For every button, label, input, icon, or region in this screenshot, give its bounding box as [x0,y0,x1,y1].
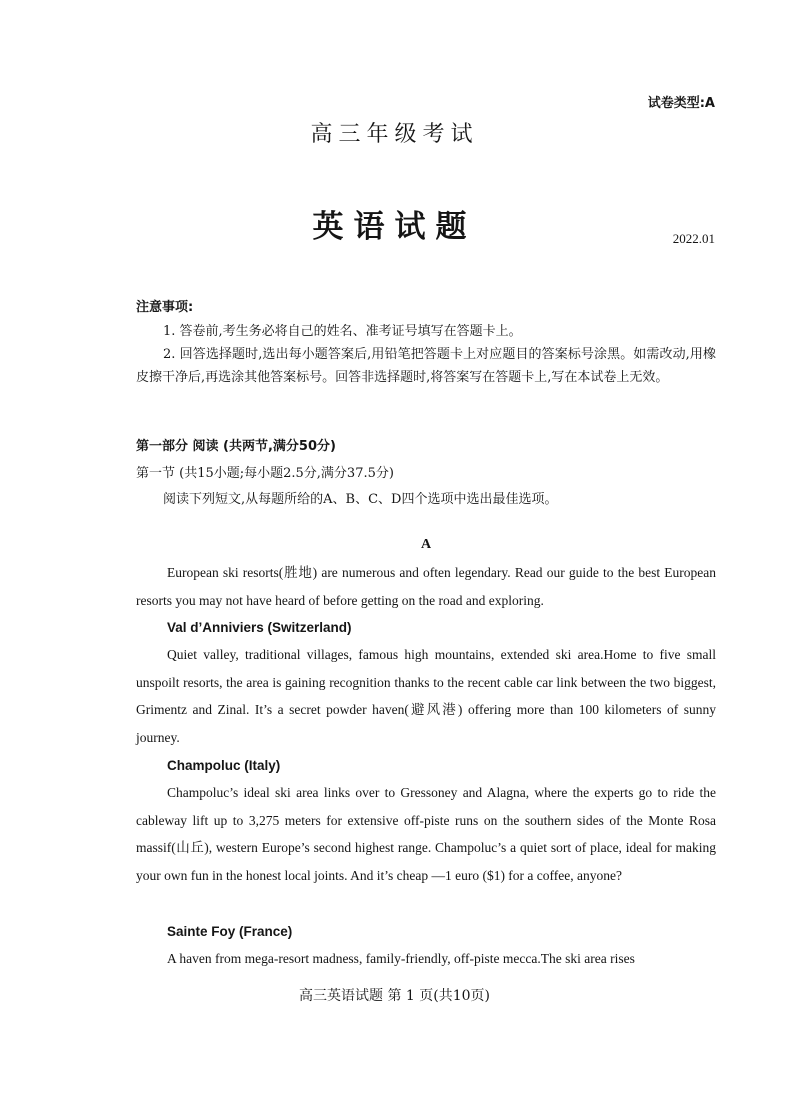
section-heading: 第一节 (共15小题;每小题2.5分,满分37.5分) [136,466,394,481]
notes-item-2: 2. 回答选择题时,选出每小题答案后,用铅笔把答题卡上对应题目的答案标号涂黑。如需改动,用橡皮擦干净后,再选涂其他答案标号。回答非选择题时,将答案写在答题卡上,写在本试卷上无效。 [136,347,716,385]
notes-heading: 注意事项: [136,300,194,315]
part-heading: 第一部分 阅读 (共两节,满分50分) [136,439,336,454]
resort-heading-val-danniviers: Val d’Anniviers (Switzerland) [167,620,352,635]
exam-date: 2022.01 [672,231,715,246]
passage-letter: A [420,537,432,552]
subject-title: 英语试题 [312,209,477,245]
resort-text-val-danniviers: Quiet valley, traditional villages, famous high mountains, extended ski area.Home to five small unspoilt resorts, the area is gaining recognition thanks to the recent cable car link between the two biggest, Grimentz and Zinal. It’s a secret powder haven(避风港) offering more than 100 kilometers of sunny journey. [136,647,716,745]
resort-text-sainte-foy: A haven from mega-resort madness, family-friendly, off-piste mecca.The ski area rises [167,951,635,966]
passage-intro: European ski resorts(胜地) are numerous and often legendary. Read our guide to the best European resorts you may not have heard of before getting on the road and exploring. [136,565,716,608]
exam-title: 高三年级考试 [310,122,479,147]
resort-heading-champoluc: Champoluc (Italy) [167,758,281,773]
section-instruction: 阅读下列短文,从每题所给的A、B、C、D四个选项中选出最佳选项。 [163,492,558,507]
notes-item-1: 1. 答卷前,考生务必将自己的姓名、准考证号填写在答题卡上。 [163,324,522,339]
resort-text-champoluc: Champoluc’s ideal ski area links over to Gressoney and Alagna, where the experts go to ride the cableway lift up to 3,275 meters for extensive off-piste runs on the southern sides of the Monte Rosa massif(山丘), western Europe’s second highest range. Champoluc’s a quiet sort of place, ideal for making your own fun in the honest local joints. And it’s cheap —1 euro ($1) for a coffee, anyone? [136,785,716,883]
paper-type-label: 试卷类型:A [647,96,715,111]
page-footer: 高三英语试题 第 1 页(共10页) [299,988,490,1004]
resort-heading-sainte-foy: Sainte Foy (France) [167,924,293,939]
